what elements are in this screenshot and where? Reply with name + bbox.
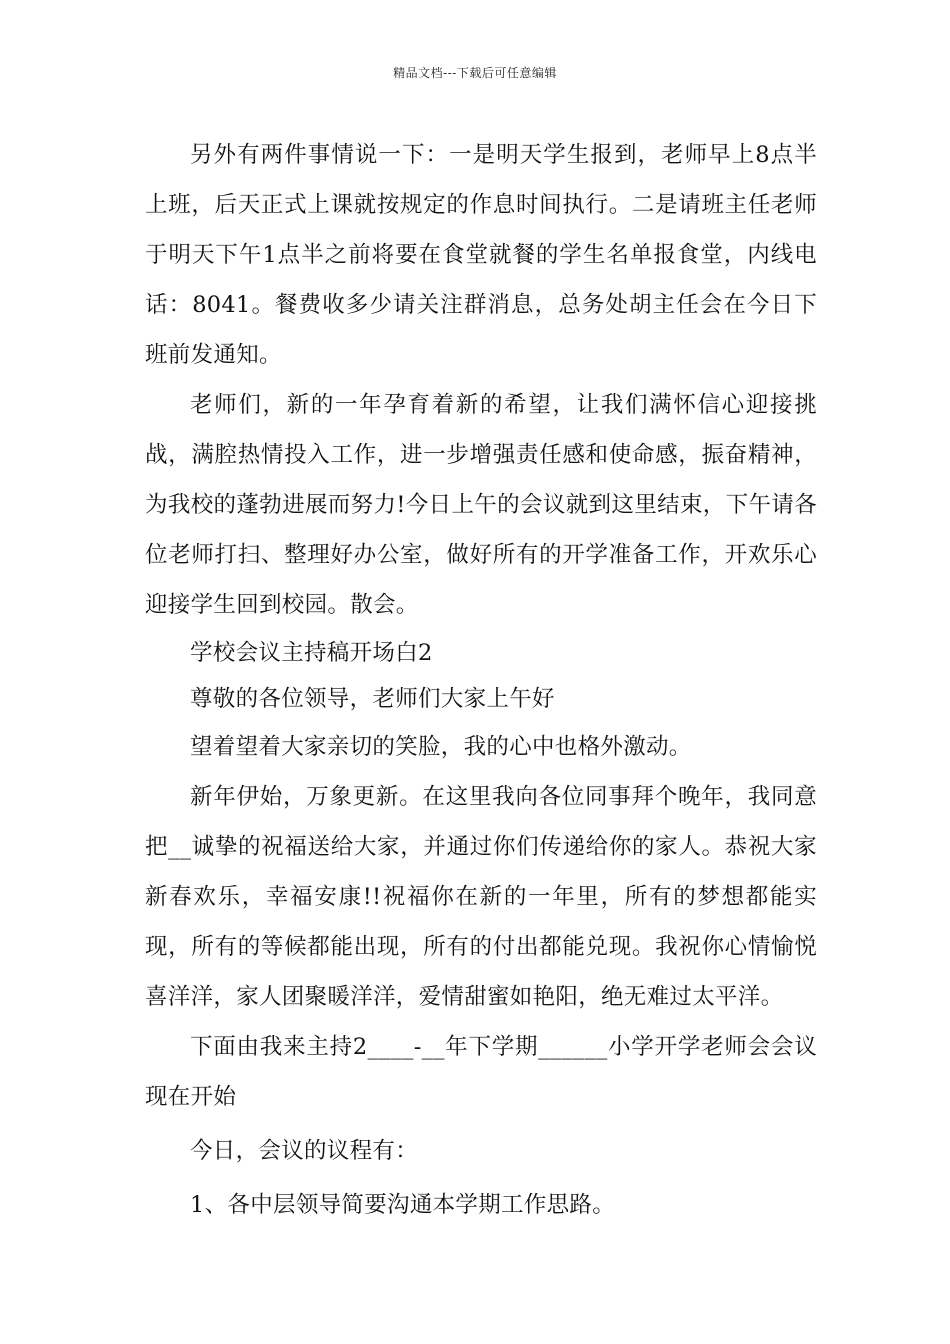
agenda-item: 1、各中层领导简要沟通本学期工作思路。	[190, 1192, 616, 1218]
section-title: 学校会议主持稿开场白2	[190, 640, 433, 666]
paragraph-new-year-wishes: 新年伊始，万象更新。在这里我向各位同事拜个晚年，我同意把__诚挚的祝福送给大家，并通过你们传递给你的家人。恭祝大家新春欢乐，幸福安康!!祝福你在新的一年里，所有的梦想都能实现，所有的等候都能出现，所有的付出都能兑现。我祝你心情愉悦喜洋洋，家人团聚暖洋洋，爱情甜蜜如艳阳，绝无难过太平洋。	[145, 784, 817, 1010]
paragraph-agenda-intro: 今日，会议的议程有：	[190, 1138, 419, 1164]
paragraph-greeting: 尊敬的各位领导，老师们大家上午好	[190, 686, 555, 712]
paragraph-meeting-opening: 下面由我来主持2____-__年下学期______小学开学老师会会议现在开始	[145, 1034, 817, 1110]
paragraph-closing-remarks: 老师们，新的一年孕育着新的希望，让我们满怀信心迎接挑战，满腔热情投入工作，进一步增强责任感和使命感，振奋精神，为我校的蓬勃进展而努力!今日上午的会议就到这里结束，下午请各位老师打扫、整理好办公室，做好所有的开学准备工作，开欢乐心迎接学生回到校园。散会。	[145, 392, 817, 618]
page-header: 精品文档---下载后可任意编辑	[393, 66, 557, 80]
paragraph-excitement: 望着望着大家亲切的笑脸，我的心中也格外激动。	[190, 734, 692, 760]
paragraph-announcements: 另外有两件事情说一下：一是明天学生报到，老师早上8点半上班，后天正式上课就按规定的作息时间执行。二是请班主任老师于明天下午1点半之前将要在食堂就餐的学生名单报食堂，内线电话：8041。餐费收多少请关注群消息，总务处胡主任会在今日下班前发通知。	[145, 142, 817, 368]
document-body	[145, 130, 817, 1230]
